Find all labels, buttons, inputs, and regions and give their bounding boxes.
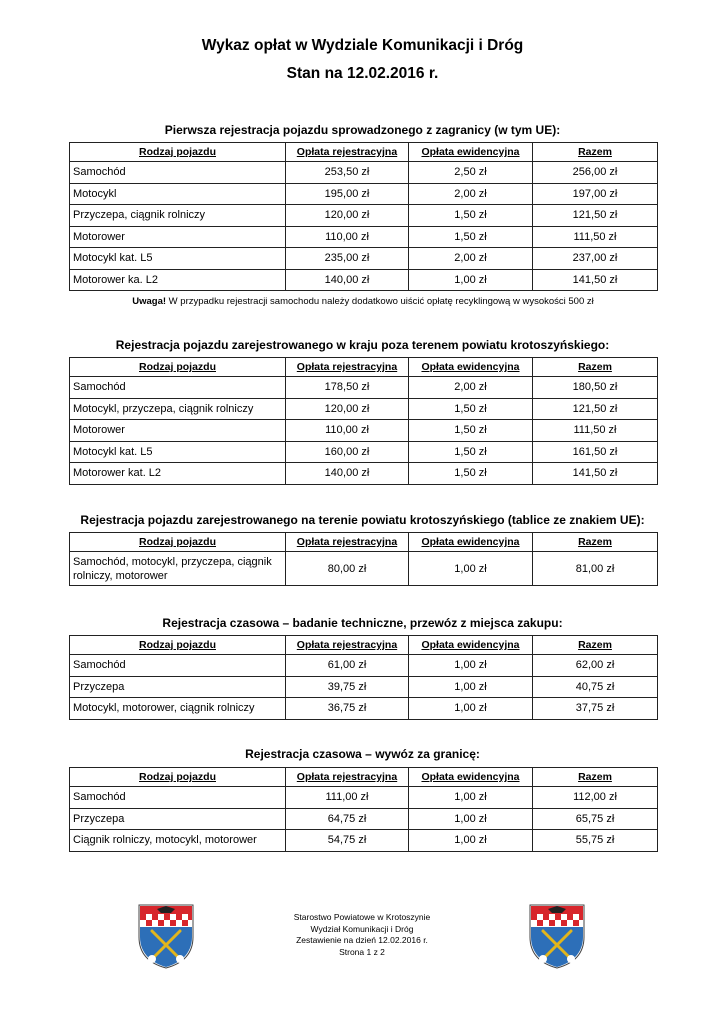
- section-title-domestic-outside: Rejestracja pojazdu zarejestrowanego w kraju poza terenem powiatu krotoszyńskiego:: [115, 338, 610, 352]
- column-header-record-fee: Opłata ewidencyjna: [409, 533, 533, 552]
- record-fee-cell: 1,00 zł: [409, 269, 533, 291]
- record-fee-cell: 1,50 zł: [409, 398, 533, 420]
- record-fee-cell: 1,50 zł: [409, 226, 533, 248]
- table-row: [70, 205, 658, 227]
- column-header-vehicle: Rodzaj pojazdu: [70, 533, 286, 552]
- table-row: [70, 420, 658, 442]
- total-cell: 55,75 zł: [533, 830, 658, 852]
- column-header-record-fee: Opłata ewidencyjna: [409, 636, 533, 655]
- column-header-vehicle: Rodzaj pojazdu: [70, 768, 286, 787]
- column-header-total: Razem: [533, 768, 658, 787]
- vehicle-cell: Samochód: [70, 787, 286, 809]
- vehicle-cell: Motorower ka. L2: [70, 269, 286, 291]
- vehicle-cell: Motocykl: [70, 183, 286, 205]
- page-title: Wykaz opłat w Wydziale Komunikacji i Dróg: [201, 37, 524, 54]
- table-row: [70, 698, 658, 720]
- coat-of-arms-icon: [528, 903, 586, 969]
- vehicle-cell: Motocykl, motorower, ciągnik rolniczy: [70, 698, 286, 720]
- section-title-first-registration: Pierwsza rejestracja pojazdu sprowadzonego z zagranicy (w tym UE):: [164, 123, 561, 137]
- record-fee-cell: 1,00 zł: [409, 655, 533, 677]
- table-row: [70, 398, 658, 420]
- record-fee-cell: 2,00 zł: [409, 377, 533, 399]
- footer-page-number: Strona 1 z 2: [339, 946, 385, 957]
- note-text: W przypadku rejestracji samochodu należy dodatkowo uiścić opłatę recyklingową w wysokości 500 zł: [166, 296, 594, 307]
- vehicle-cell: Ciągnik rolniczy, motocykl, motorower: [70, 830, 286, 852]
- total-cell: 141,50 zł: [533, 463, 658, 485]
- registration-fee-cell: 195,00 zł: [286, 183, 409, 205]
- registration-fee-cell: 36,75 zł: [286, 698, 409, 720]
- section-title-local-registration: Rejestracja pojazdu zarejestrowanego na terenie powiatu krotoszyńskiego (tablice ze znakiem UE):: [80, 513, 645, 527]
- column-header-registration-fee: Opłata rejestracyjna: [286, 768, 409, 787]
- registration-fee-cell: 61,00 zł: [286, 655, 409, 677]
- section-title-temporary-export: Rejestracja czasowa – wywóz za granicę:: [245, 747, 480, 761]
- table-row: [70, 226, 658, 248]
- column-header-record-fee: Opłata ewidencyjna: [409, 143, 533, 162]
- record-fee-cell: 1,00 zł: [409, 698, 533, 720]
- section-title-temporary-technical: Rejestracja czasowa – badanie techniczne, przewóz z miejsca zakupu:: [162, 616, 563, 630]
- record-fee-cell: 2,00 zł: [409, 248, 533, 270]
- total-cell: 180,50 zł: [533, 377, 658, 399]
- total-cell: 237,00 zł: [533, 248, 658, 270]
- registration-fee-cell: 120,00 zł: [286, 205, 409, 227]
- record-fee-cell: 1,50 zł: [409, 420, 533, 442]
- column-header-registration-fee: Opłata rejestracyjna: [286, 636, 409, 655]
- vehicle-cell: Motocykl kat. L5: [70, 248, 286, 270]
- column-header-registration-fee: Opłata rejestracyjna: [286, 358, 409, 377]
- total-cell: 62,00 zł: [533, 655, 658, 677]
- record-fee-cell: 2,50 zł: [409, 162, 533, 184]
- registration-fee-cell: 80,00 zł: [286, 552, 409, 586]
- vehicle-cell: Motocykl, przyczepa, ciągnik rolniczy: [70, 398, 286, 420]
- vehicle-cell: Motorower: [70, 420, 286, 442]
- total-cell: 256,00 zł: [533, 162, 658, 184]
- table-row: [70, 676, 658, 698]
- record-fee-cell: 1,00 zł: [409, 808, 533, 830]
- vehicle-cell: Przyczepa: [70, 676, 286, 698]
- column-header-record-fee: Opłata ewidencyjna: [409, 768, 533, 787]
- footer-department: Wydział Komunikacji i Dróg: [310, 923, 414, 934]
- vehicle-cell: Samochód, motocykl, przyczepa, ciągnik rolniczy, motorower: [70, 552, 286, 586]
- registration-fee-cell: 235,00 zł: [286, 248, 409, 270]
- column-header-vehicle: Rodzaj pojazdu: [70, 143, 286, 162]
- column-header-total: Razem: [533, 636, 658, 655]
- table-row: [70, 248, 658, 270]
- registration-fee-cell: 39,75 zł: [286, 676, 409, 698]
- table-row: [70, 655, 658, 677]
- fees-table-domestic-outside: [69, 357, 658, 485]
- registration-fee-cell: 178,50 zł: [286, 377, 409, 399]
- record-fee-cell: 1,00 zł: [409, 676, 533, 698]
- table-row: [70, 441, 658, 463]
- column-header-registration-fee: Opłata rejestracyjna: [286, 143, 409, 162]
- coat-of-arms-icon: [137, 903, 195, 969]
- table-row: [70, 463, 658, 485]
- total-cell: 111,50 zł: [533, 226, 658, 248]
- table-row: [70, 808, 658, 830]
- record-fee-cell: 2,00 zł: [409, 183, 533, 205]
- registration-fee-cell: 140,00 zł: [286, 269, 409, 291]
- column-header-total: Razem: [533, 358, 658, 377]
- footer-date: Zestawienie na dzień 12.02.2016 r.: [296, 935, 428, 945]
- vehicle-cell: Przyczepa, ciągnik rolniczy: [70, 205, 286, 227]
- column-header-record-fee: Opłata ewidencyjna: [409, 358, 533, 377]
- total-cell: 141,50 zł: [533, 269, 658, 291]
- registration-fee-cell: 110,00 zł: [286, 420, 409, 442]
- column-header-vehicle: Rodzaj pojazdu: [70, 636, 286, 655]
- vehicle-cell: Motorower: [70, 226, 286, 248]
- total-cell: 112,00 zł: [533, 787, 658, 809]
- registration-fee-cell: 160,00 zł: [286, 441, 409, 463]
- record-fee-cell: 1,00 zł: [409, 552, 533, 586]
- registration-fee-cell: 64,75 zł: [286, 808, 409, 830]
- fees-table-first-registration: [69, 142, 658, 291]
- total-cell: 40,75 zł: [533, 676, 658, 698]
- column-header-vehicle: Rodzaj pojazdu: [70, 358, 286, 377]
- vehicle-cell: Samochód: [70, 162, 286, 184]
- registration-fee-cell: 253,50 zł: [286, 162, 409, 184]
- total-cell: 161,50 zł: [533, 441, 658, 463]
- vehicle-cell: Motorower kat. L2: [70, 463, 286, 485]
- registration-fee-cell: 110,00 zł: [286, 226, 409, 248]
- registration-fee-cell: 54,75 zł: [286, 830, 409, 852]
- record-fee-cell: 1,00 zł: [409, 830, 533, 852]
- column-header-registration-fee: Opłata rejestracyjna: [286, 533, 409, 552]
- note-label: Uwaga!: [132, 296, 167, 307]
- registration-fee-cell: 120,00 zł: [286, 398, 409, 420]
- table-row: [70, 830, 658, 852]
- recycling-fee-note: [69, 296, 657, 307]
- fees-table-temporary-technical: [69, 635, 658, 720]
- total-cell: 197,00 zł: [533, 183, 658, 205]
- total-cell: 111,50 zł: [533, 420, 658, 442]
- registration-fee-cell: 140,00 zł: [286, 463, 409, 485]
- record-fee-cell: 1,50 zł: [409, 205, 533, 227]
- table-row: [70, 377, 658, 399]
- total-cell: 121,50 zł: [533, 398, 658, 420]
- vehicle-cell: Przyczepa: [70, 808, 286, 830]
- total-cell: 65,75 zł: [533, 808, 658, 830]
- column-header-total: Razem: [533, 143, 658, 162]
- total-cell: 37,75 zł: [533, 698, 658, 720]
- table-row: [70, 183, 658, 205]
- vehicle-cell: Samochód: [70, 377, 286, 399]
- vehicle-cell: Motocykl kat. L5: [70, 441, 286, 463]
- footer-office: Starostwo Powiatowe w Krotoszynie: [293, 912, 431, 922]
- total-cell: 81,00 zł: [533, 552, 658, 586]
- record-fee-cell: 1,50 zł: [409, 441, 533, 463]
- column-header-total: Razem: [533, 533, 658, 552]
- table-row: [70, 787, 658, 809]
- total-cell: 121,50 zł: [533, 205, 658, 227]
- table-row: [70, 162, 658, 184]
- table-row: [70, 269, 658, 291]
- page-subtitle: Stan na 12.02.2016 r.: [286, 65, 439, 82]
- footer-info: [252, 912, 472, 958]
- vehicle-cell: Samochód: [70, 655, 286, 677]
- registration-fee-cell: 111,00 zł: [286, 787, 409, 809]
- table-row: [70, 552, 658, 586]
- record-fee-cell: 1,50 zł: [409, 463, 533, 485]
- fees-table-local-registration: [69, 532, 658, 586]
- record-fee-cell: 1,00 zł: [409, 787, 533, 809]
- fees-table-temporary-export: [69, 767, 658, 852]
